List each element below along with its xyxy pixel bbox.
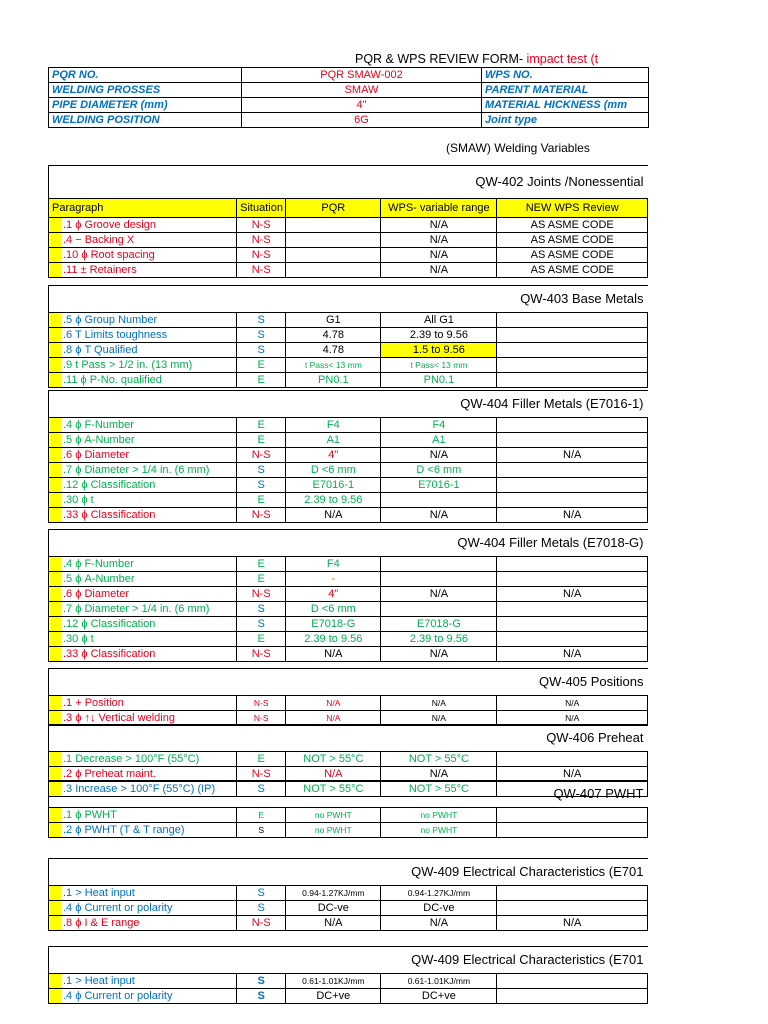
paragraph-cell: .33 ϕ Classification bbox=[49, 508, 237, 523]
pqr-cell[interactable]: 4" bbox=[286, 587, 381, 602]
new-wps-review-cell[interactable] bbox=[497, 557, 648, 572]
pqr-cell[interactable]: N/A bbox=[286, 508, 381, 523]
new-wps-review-cell[interactable]: AS ASME CODE bbox=[497, 218, 648, 233]
section-heading-row bbox=[49, 530, 648, 557]
situation-cell: N-S bbox=[237, 767, 286, 782]
wps-range-cell[interactable]: F4 bbox=[381, 418, 497, 433]
header-value[interactable]: SMAW bbox=[242, 83, 482, 98]
paragraph-cell: .1 + Position bbox=[49, 696, 237, 711]
situation-cell: S bbox=[237, 343, 286, 358]
pqr-cell[interactable]: N/A bbox=[286, 767, 381, 782]
section-heading-cell bbox=[49, 530, 648, 557]
new-wps-review-cell[interactable] bbox=[497, 752, 648, 767]
situation-cell: N-S bbox=[237, 711, 286, 726]
situation-cell: N-S bbox=[237, 248, 286, 263]
paragraph-cell: .6 ϕ Diameter bbox=[49, 587, 237, 602]
paragraph-cell: .6 T Limits toughness bbox=[49, 328, 237, 343]
wps-range-cell[interactable]: N/A bbox=[381, 263, 497, 278]
new-wps-review-cell[interactable] bbox=[497, 343, 648, 358]
pqr-cell[interactable]: 2.39 to 9.56 bbox=[286, 493, 381, 508]
header-label-2: Joint type bbox=[482, 113, 649, 128]
variable-row bbox=[49, 263, 648, 278]
new-wps-review-cell[interactable] bbox=[497, 493, 648, 508]
section-heading-cell bbox=[49, 781, 648, 808]
section-heading-row bbox=[49, 391, 648, 418]
header-table bbox=[48, 67, 649, 128]
situation-cell: S bbox=[237, 602, 286, 617]
column-header: Paragraph bbox=[49, 199, 237, 218]
wps-range-cell[interactable]: no PWHT bbox=[381, 823, 497, 838]
variable-row bbox=[49, 508, 648, 523]
new-wps-review-cell[interactable] bbox=[497, 989, 648, 1004]
section-table bbox=[48, 668, 648, 726]
pqr-cell[interactable]: G1 bbox=[286, 313, 381, 328]
situation-cell: E bbox=[237, 433, 286, 448]
wps-range-cell[interactable]: no PWHT bbox=[381, 808, 497, 823]
situation-cell: N-S bbox=[237, 696, 286, 711]
wps-range-cell[interactable]: t Pass< 13 mm bbox=[381, 358, 497, 373]
pqr-cell[interactable]: 0.61-1.01KJ/mm bbox=[286, 974, 381, 989]
header-label-2: PARENT MATERIAL bbox=[482, 83, 649, 98]
pqr-cell[interactable] bbox=[286, 263, 381, 278]
paragraph-cell: .33 ϕ Classification bbox=[49, 647, 237, 662]
column-header-row bbox=[49, 199, 648, 218]
section-table bbox=[48, 780, 648, 838]
wps-range-cell[interactable]: N/A bbox=[381, 448, 497, 463]
section-heading-cell bbox=[49, 166, 648, 199]
new-wps-review-cell[interactable] bbox=[497, 823, 648, 838]
wps-range-cell[interactable]: N/A bbox=[381, 587, 497, 602]
wps-range-cell[interactable]: N/A bbox=[381, 916, 497, 931]
pqr-cell[interactable] bbox=[286, 218, 381, 233]
situation-cell: S bbox=[237, 886, 286, 901]
section-title: QW-402 Joints /Nonessential bbox=[475, 174, 644, 189]
column-header: WPS- variable range bbox=[381, 199, 497, 218]
situation-cell: S bbox=[237, 478, 286, 493]
paragraph-cell: .11 ± Retainers bbox=[49, 263, 237, 278]
situation-cell: N-S bbox=[237, 508, 286, 523]
situation-cell: N-S bbox=[237, 448, 286, 463]
new-wps-review-cell[interactable] bbox=[497, 617, 648, 632]
header-row bbox=[49, 68, 649, 83]
paragraph-cell: .5 ϕ A-Number bbox=[49, 433, 237, 448]
paragraph-cell: .4 ϕ Current or polarity bbox=[49, 901, 237, 916]
wps-range-cell[interactable]: 1.5 to 9.56 bbox=[381, 343, 497, 358]
paragraph-cell: .3 ϕ ↑↓ Vertical welding bbox=[49, 711, 237, 726]
section-heading-cell bbox=[49, 725, 648, 752]
situation-cell: E bbox=[237, 808, 286, 823]
situation-cell: S bbox=[237, 989, 286, 1004]
section-heading-row bbox=[49, 286, 648, 313]
variable-row bbox=[49, 632, 648, 647]
pqr-cell[interactable]: 4.78 bbox=[286, 343, 381, 358]
section-heading-row bbox=[49, 947, 648, 974]
paragraph-cell: .3 Increase > 100°F (55°C) (IP) bbox=[49, 782, 237, 797]
section-heading-cell bbox=[49, 859, 648, 886]
wps-range-cell[interactable]: N/A bbox=[381, 218, 497, 233]
pqr-cell[interactable]: NOT > 55°C bbox=[286, 782, 381, 797]
situation-cell: E bbox=[237, 557, 286, 572]
variable-row bbox=[49, 463, 648, 478]
variable-row bbox=[49, 557, 648, 572]
new-wps-review-cell[interactable] bbox=[497, 602, 648, 617]
pqr-cell[interactable] bbox=[286, 233, 381, 248]
wps-range-cell[interactable]: DC-ve bbox=[381, 901, 497, 916]
variable-row bbox=[49, 823, 648, 838]
new-wps-review-cell[interactable]: AS ASME CODE bbox=[497, 263, 648, 278]
paragraph-cell: .30 ϕ t bbox=[49, 632, 237, 647]
paragraph-cell: .8 ϕ T Qualified bbox=[49, 343, 237, 358]
wps-range-cell[interactable]: PN0.1 bbox=[381, 373, 497, 388]
new-wps-review-cell[interactable] bbox=[497, 418, 648, 433]
header-row bbox=[49, 98, 649, 113]
variable-row bbox=[49, 478, 648, 493]
new-wps-review-cell[interactable]: N/A bbox=[497, 647, 648, 662]
new-wps-review-cell[interactable] bbox=[497, 373, 648, 388]
paragraph-cell: .4 − Backing X bbox=[49, 233, 237, 248]
situation-cell: S bbox=[237, 463, 286, 478]
wps-range-cell[interactable]: N/A bbox=[381, 711, 497, 726]
header-row bbox=[49, 83, 649, 98]
pqr-cell[interactable]: D <6 mm bbox=[286, 602, 381, 617]
variable-row bbox=[49, 647, 648, 662]
section-heading-cell bbox=[49, 947, 648, 974]
pqr-cell[interactable]: N/A bbox=[286, 916, 381, 931]
variable-row bbox=[49, 989, 648, 1004]
situation-cell: S bbox=[237, 328, 286, 343]
paragraph-cell: .1 > Heat input bbox=[49, 974, 237, 989]
wps-range-cell[interactable]: DC+ve bbox=[381, 989, 497, 1004]
situation-cell: E bbox=[237, 373, 286, 388]
pqr-cell[interactable]: F4 bbox=[286, 418, 381, 433]
section-table bbox=[48, 390, 648, 523]
pqr-cell[interactable]: 2.39 to 9.56 bbox=[286, 632, 381, 647]
variable-row bbox=[49, 886, 648, 901]
pqr-cell[interactable]: N/A bbox=[286, 711, 381, 726]
pqr-cell[interactable]: E7016-1 bbox=[286, 478, 381, 493]
variable-row bbox=[49, 572, 648, 587]
new-wps-review-cell[interactable]: N/A bbox=[497, 696, 648, 711]
paragraph-cell: .30 ϕ t bbox=[49, 493, 237, 508]
paragraph-cell: .1 > Heat input bbox=[49, 886, 237, 901]
new-wps-review-cell[interactable]: N/A bbox=[497, 767, 648, 782]
variable-row bbox=[49, 493, 648, 508]
situation-cell: S bbox=[237, 617, 286, 632]
variable-row bbox=[49, 916, 648, 931]
pqr-cell[interactable]: PN0.1 bbox=[286, 373, 381, 388]
section-table bbox=[48, 165, 648, 278]
form-title-note: impact test (t bbox=[526, 52, 599, 66]
pqr-cell[interactable]: N/A bbox=[286, 696, 381, 711]
wps-range-cell[interactable]: N/A bbox=[381, 767, 497, 782]
situation-cell: N-S bbox=[237, 647, 286, 662]
pqr-cell[interactable]: no PWHT bbox=[286, 808, 381, 823]
new-wps-review-cell[interactable] bbox=[497, 808, 648, 823]
new-wps-review-cell[interactable]: N/A bbox=[497, 711, 648, 726]
pqr-cell[interactable]: no PWHT bbox=[286, 823, 381, 838]
pqr-cell[interactable]: t Pass< 13 mm bbox=[286, 358, 381, 373]
paragraph-cell: .10 ϕ Root spacing bbox=[49, 248, 237, 263]
paragraph-cell: .1 ϕ PWHT bbox=[49, 808, 237, 823]
section-title: QW-404 Filler Metals (E7016-1) bbox=[460, 396, 644, 411]
variable-row bbox=[49, 418, 648, 433]
situation-cell: S bbox=[237, 974, 286, 989]
section-table bbox=[48, 285, 648, 388]
section-title: QW-407 PWHT bbox=[553, 786, 644, 801]
paragraph-cell: .8 ϕ I & E range bbox=[49, 916, 237, 931]
column-header: Situation bbox=[237, 199, 286, 218]
wps-range-cell[interactable]: 2.39 to 9.56 bbox=[381, 328, 497, 343]
section-heading-row bbox=[49, 725, 648, 752]
form-title-main: PQR & WPS REVIEW FORM- bbox=[355, 52, 524, 66]
section-heading-row bbox=[49, 859, 648, 886]
section-heading-row bbox=[49, 166, 648, 199]
column-header: PQR bbox=[286, 199, 381, 218]
header-label: WELDING POSITION bbox=[49, 113, 242, 128]
wps-range-cell[interactable] bbox=[381, 557, 497, 572]
paragraph-cell: .6 ϕ Diameter bbox=[49, 448, 237, 463]
wps-range-cell[interactable]: N/A bbox=[381, 233, 497, 248]
situation-cell: E bbox=[237, 632, 286, 647]
variable-row bbox=[49, 328, 648, 343]
variable-row bbox=[49, 974, 648, 989]
wps-range-cell[interactable]: N/A bbox=[381, 508, 497, 523]
situation-cell: N-S bbox=[237, 263, 286, 278]
situation-cell: S bbox=[237, 313, 286, 328]
header-value[interactable]: PQR SMAW-002 bbox=[242, 68, 482, 83]
pqr-cell[interactable]: DC+ve bbox=[286, 989, 381, 1004]
header-value[interactable]: 6G bbox=[242, 113, 482, 128]
section-title: QW-406 Preheat bbox=[546, 730, 644, 745]
variables-subtitle: (SMAW) Welding Variables bbox=[446, 141, 590, 155]
wps-range-cell[interactable]: E7018-G bbox=[381, 617, 497, 632]
variable-row bbox=[49, 617, 648, 632]
variable-row bbox=[49, 696, 648, 711]
variable-row bbox=[49, 313, 648, 328]
situation-cell: E bbox=[237, 572, 286, 587]
variable-row bbox=[49, 373, 648, 388]
new-wps-review-cell[interactable] bbox=[497, 313, 648, 328]
wps-range-cell[interactable]: 0.61-1.01KJ/mm bbox=[381, 974, 497, 989]
new-wps-review-cell[interactable]: AS ASME CODE bbox=[497, 248, 648, 263]
new-wps-review-cell[interactable]: AS ASME CODE bbox=[497, 233, 648, 248]
pqr-cell[interactable] bbox=[286, 248, 381, 263]
situation-cell: S bbox=[237, 823, 286, 838]
section-title: QW-403 Base Metals bbox=[520, 291, 644, 306]
section-heading-row bbox=[49, 781, 648, 808]
paragraph-cell: .5 ϕ A-Number bbox=[49, 572, 237, 587]
variable-row bbox=[49, 233, 648, 248]
header-label-2: WPS NO. bbox=[482, 68, 649, 83]
pqr-cell[interactable]: E7018-G bbox=[286, 617, 381, 632]
section-title: QW-409 Electrical Characteristics (E701 bbox=[411, 952, 644, 967]
pqr-cell[interactable]: N/A bbox=[286, 647, 381, 662]
section-heading-cell bbox=[49, 669, 648, 696]
section-title: QW-409 Electrical Characteristics (E701 bbox=[411, 864, 644, 879]
pqr-cell[interactable]: - bbox=[286, 572, 381, 587]
paragraph-cell: .5 ϕ Group Number bbox=[49, 313, 237, 328]
variable-row bbox=[49, 602, 648, 617]
wps-range-cell[interactable]: N/A bbox=[381, 248, 497, 263]
paragraph-cell: .12 ϕ Classification bbox=[49, 617, 237, 632]
form-title bbox=[355, 52, 598, 66]
wps-range-cell[interactable]: E7016-1 bbox=[381, 478, 497, 493]
header-label-2: MATERIAL HICKNESS (mm bbox=[482, 98, 649, 113]
situation-cell: E bbox=[237, 493, 286, 508]
wps-range-cell[interactable] bbox=[381, 572, 497, 587]
variable-row bbox=[49, 218, 648, 233]
paragraph-cell: .2 ϕ Preheat maint. bbox=[49, 767, 237, 782]
variable-row bbox=[49, 248, 648, 263]
paragraph-cell: .4 ϕ Current or polarity bbox=[49, 989, 237, 1004]
wps-range-cell[interactable]: 2.39 to 9.56 bbox=[381, 632, 497, 647]
section-heading-row bbox=[49, 669, 648, 696]
variable-row bbox=[49, 433, 648, 448]
situation-cell: S bbox=[237, 901, 286, 916]
wps-range-cell[interactable]: All G1 bbox=[381, 313, 497, 328]
section-heading-cell bbox=[49, 391, 648, 418]
new-wps-review-cell[interactable] bbox=[497, 886, 648, 901]
wps-range-cell[interactable]: NOT > 55°C bbox=[381, 782, 497, 797]
situation-cell: E bbox=[237, 418, 286, 433]
pqr-cell[interactable]: D <6 mm bbox=[286, 463, 381, 478]
new-wps-review-cell[interactable] bbox=[497, 463, 648, 478]
wps-range-cell[interactable]: N/A bbox=[381, 647, 497, 662]
pqr-cell[interactable]: 4.78 bbox=[286, 328, 381, 343]
variable-row bbox=[49, 587, 648, 602]
header-value[interactable]: 4" bbox=[242, 98, 482, 113]
pqr-cell[interactable]: F4 bbox=[286, 557, 381, 572]
variable-row bbox=[49, 808, 648, 823]
new-wps-review-cell[interactable] bbox=[497, 433, 648, 448]
pqr-cell[interactable]: NOT > 55°C bbox=[286, 752, 381, 767]
pqr-cell[interactable]: DC-ve bbox=[286, 901, 381, 916]
new-wps-review-cell[interactable]: N/A bbox=[497, 448, 648, 463]
wps-range-cell[interactable] bbox=[381, 493, 497, 508]
wps-range-cell[interactable]: NOT > 55°C bbox=[381, 752, 497, 767]
section-table bbox=[48, 858, 648, 931]
situation-cell: N-S bbox=[237, 916, 286, 931]
wps-range-cell[interactable]: 0.94-1.27KJ/mm bbox=[381, 886, 497, 901]
new-wps-review-cell[interactable]: N/A bbox=[497, 508, 648, 523]
pqr-cell[interactable]: A1 bbox=[286, 433, 381, 448]
variable-row bbox=[49, 901, 648, 916]
wps-range-cell[interactable]: A1 bbox=[381, 433, 497, 448]
wps-range-cell[interactable]: D <6 mm bbox=[381, 463, 497, 478]
new-wps-review-cell[interactable] bbox=[497, 901, 648, 916]
variable-row bbox=[49, 343, 648, 358]
section-title: QW-404 Filler Metals (E7018-G) bbox=[457, 535, 644, 550]
header-label: PIPE DIAMETER (mm) bbox=[49, 98, 242, 113]
pqr-cell[interactable]: 4" bbox=[286, 448, 381, 463]
paragraph-cell: .12 ϕ Classification bbox=[49, 478, 237, 493]
paragraph-cell: .2 ϕ PWHT (T & T range) bbox=[49, 823, 237, 838]
wps-range-cell[interactable]: N/A bbox=[381, 696, 497, 711]
new-wps-review-cell[interactable] bbox=[497, 358, 648, 373]
situation-cell: E bbox=[237, 358, 286, 373]
situation-cell: S bbox=[237, 782, 286, 797]
paragraph-cell: .7 ϕ Diameter > 1/4 in. (6 mm) bbox=[49, 463, 237, 478]
header-label: WELDING PROSSES bbox=[49, 83, 242, 98]
new-wps-review-cell[interactable]: N/A bbox=[497, 587, 648, 602]
paragraph-cell: .4 ϕ F-Number bbox=[49, 557, 237, 572]
wps-range-cell[interactable] bbox=[381, 602, 497, 617]
variable-row bbox=[49, 448, 648, 463]
new-wps-review-cell[interactable]: N/A bbox=[497, 916, 648, 931]
paragraph-cell: .1 ϕ Groove design bbox=[49, 218, 237, 233]
column-header: NEW WPS Review bbox=[497, 199, 648, 218]
new-wps-review-cell[interactable] bbox=[497, 974, 648, 989]
situation-cell: N-S bbox=[237, 218, 286, 233]
section-title: QW-405 Positions bbox=[538, 674, 644, 689]
new-wps-review-cell[interactable] bbox=[497, 632, 648, 647]
header-label: PQR NO. bbox=[49, 68, 242, 83]
paragraph-cell: .1 Decrease > 100°F (55°C) bbox=[49, 752, 237, 767]
new-wps-review-cell[interactable] bbox=[497, 478, 648, 493]
pqr-cell[interactable]: 0.94-1.27KJ/mm bbox=[286, 886, 381, 901]
paragraph-cell: .7 ϕ Diameter > 1/4 in. (6 mm) bbox=[49, 602, 237, 617]
new-wps-review-cell[interactable] bbox=[497, 328, 648, 343]
situation-cell: N-S bbox=[237, 587, 286, 602]
new-wps-review-cell[interactable] bbox=[497, 572, 648, 587]
section-heading-cell bbox=[49, 286, 648, 313]
variable-row bbox=[49, 358, 648, 373]
section-table bbox=[48, 529, 648, 662]
paragraph-cell: .4 ϕ F-Number bbox=[49, 418, 237, 433]
variable-row bbox=[49, 752, 648, 767]
paragraph-cell: .9 t Pass > 1/2 in. (13 mm) bbox=[49, 358, 237, 373]
situation-cell: E bbox=[237, 752, 286, 767]
situation-cell: N-S bbox=[237, 233, 286, 248]
paragraph-cell: .11 ϕ P-No. qualified bbox=[49, 373, 237, 388]
header-row bbox=[49, 113, 649, 128]
section-table bbox=[48, 946, 648, 1004]
